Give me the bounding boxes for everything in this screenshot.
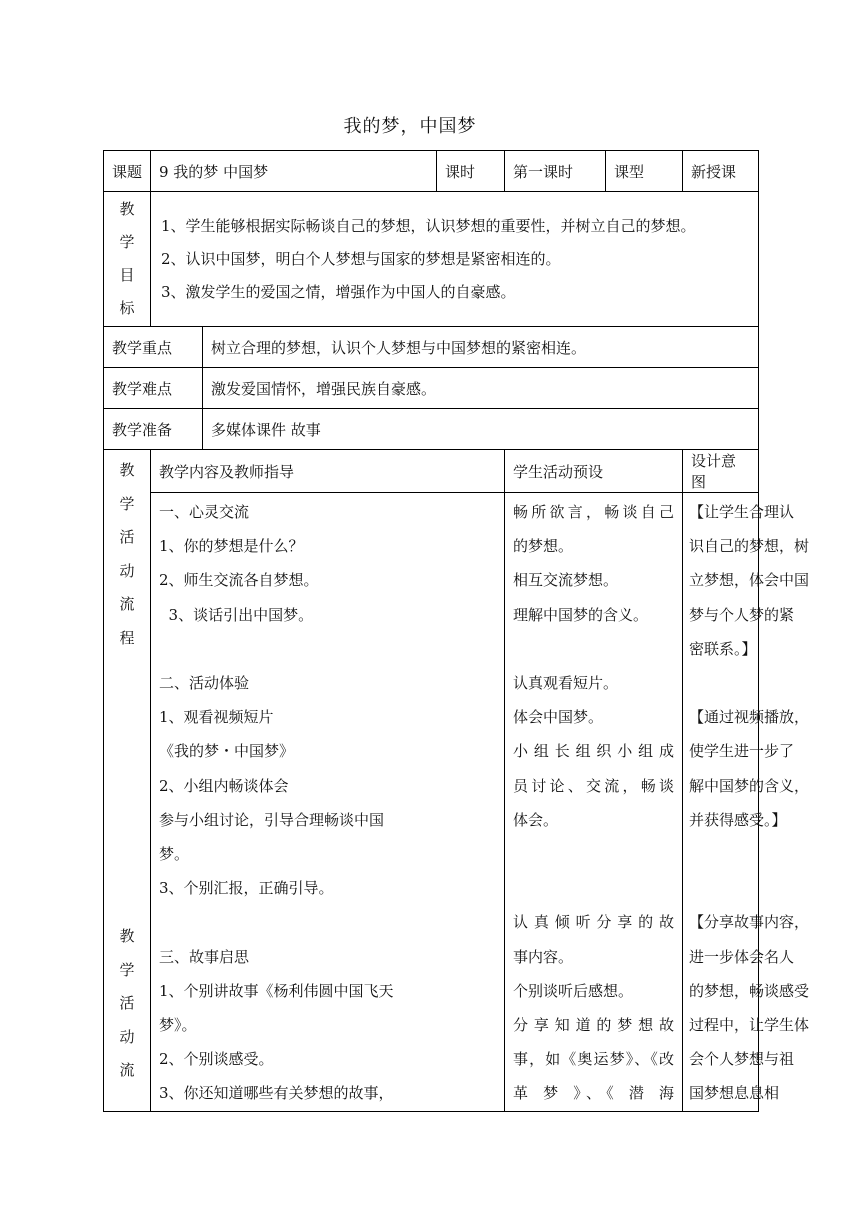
lesson-plan-table xyxy=(103,150,810,1112)
difficulty-row xyxy=(104,368,759,409)
type-label: 课型 xyxy=(606,151,683,192)
preparation-row xyxy=(104,409,759,450)
objective-item: 2、认识中国梦，明白个人梦想与国家的梦想是紧密相连的。 xyxy=(161,249,561,268)
objective-item: 3、激发学生的爱国之情，增强作为中国人的自豪感。 xyxy=(161,282,516,301)
preparation-label: 教学准备 xyxy=(104,409,203,450)
objectives-row xyxy=(104,192,759,327)
student-activity-cell: 畅所欲言，畅谈自己 的梦想。 相互交流梦想。 理解中国梦的含义。 认真观看短片。 体会中国梦。 小组长组织小组成 员讨论、交流，畅谈 体会。 认真倾听分享的故 事内容。 个别谈听后感想。 分享知道的梦想故 事，如《奥运梦》、《改 革 梦 》、《 潜 海 xyxy=(505,493,683,1112)
intent-column-header: 设计意图 xyxy=(683,450,759,493)
period-value: 第一课时 xyxy=(505,151,606,192)
objectives-list xyxy=(151,192,759,327)
topic-value: 9 我的梦 中国梦 xyxy=(151,151,437,192)
content-column-header: 教学内容及教师指导 xyxy=(151,450,505,493)
topic-label: 课题 xyxy=(104,151,151,192)
difficulty-label: 教学难点 xyxy=(104,368,203,409)
activity-body-row xyxy=(104,493,759,1112)
key-point-value: 树立合理的梦想，认识个人梦想与中国梦想的紧密相连。 xyxy=(203,327,759,368)
activity-side-label: 教 学 活 动 流 程 教 学 活 动 流 xyxy=(104,450,151,1112)
type-value: 新授课 xyxy=(683,151,759,192)
key-point-label: 教学重点 xyxy=(104,327,203,368)
period-label: 课时 xyxy=(437,151,505,192)
student-column-header: 学生活动预设 xyxy=(505,450,683,493)
activity-header-row xyxy=(104,450,759,493)
objective-item: 1、学生能够根据实际畅谈自己的梦想，认识梦想的重要性，并树立自己的梦想。 xyxy=(161,216,696,235)
teacher-content-cell: 一、心灵交流 1、你的梦想是什么？ 2、师生交流各自梦想。 3、谈话引出中国梦。 二、活动体验 1、观看视频短片 《我的梦・中国梦》 2、小组内畅谈体会 参与小组讨论，引导合理畅谈中国 梦。 3、个别汇报，正确引导。 三、故事启思 1、个别讲故事《杨利伟圆中国飞天 梦》。 2、个别谈感受。 3、你还知道哪些有关梦想的故事， xyxy=(151,493,505,1112)
difficulty-value: 激发爱国情怀，增强民族自豪感。 xyxy=(203,368,759,409)
objectives-label: 教 学 目 标 xyxy=(104,192,151,327)
document-title: 我的梦，中国梦 xyxy=(343,116,477,137)
header-row xyxy=(104,151,759,192)
key-point-row xyxy=(104,327,759,368)
design-intent-cell: 【让学生合理认 识自己的梦想，树 立梦想，体会中国 梦与个人梦的紧 密联系。】 【通过视频播放， 使学生进一步了 解中国梦的含义， 并获得感受。】 【分享故事内容， 进一步体会名人 的梦想，畅谈感受 过程中，让学生体 会个人梦想与祖 国梦想息息相 xyxy=(683,493,759,1112)
preparation-value: 多媒体课件 故事 xyxy=(203,409,759,450)
